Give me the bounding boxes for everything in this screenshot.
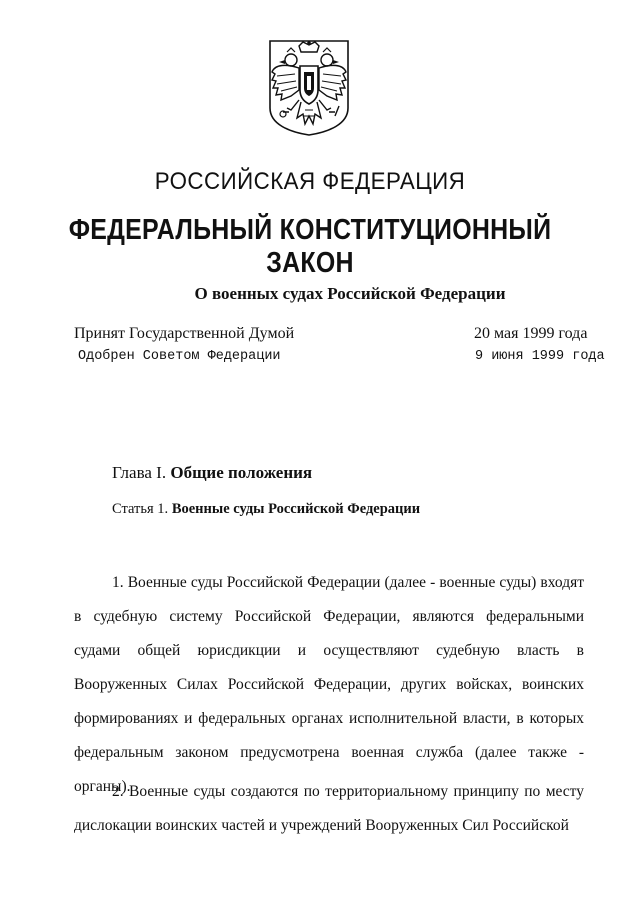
approved-date: 9 июня 1999 года [475,349,605,364]
article-title: Военные суды Российской Федерации [171,501,421,517]
chapter-title: Общие положения [170,463,313,482]
article-prefix: Статья 1. [112,501,169,517]
paragraph-1: 1. Военные суды Российской Федерации (далее - военные суды) входят в судебную систему Российской Федерации, являются федеральными судами общей юрисдикции и осуществляют судебную власть в Вооруженных Силах Российской Федерации, других войсках, воинских формированиях и федеральных органах исполнительной власти, в которых федеральным законом предусмотрена военная служба (далее также - органы). [74,574,584,795]
law-type-heading: ФЕДЕРАЛЬНЫЙ КОНСТИТУЦИОННЫЙ ЗАКОН [68,214,552,279]
country-name: РОССИЙСКАЯ ФЕДЕРАЦИЯ [154,168,466,195]
chapter-prefix: Глава I. [112,463,167,482]
chapter-heading [112,463,312,483]
article-heading [112,501,420,518]
law-title: О военных судах Российской Федерации [194,284,506,303]
approved-by-label: Одобрен Советом Федерации [78,349,281,364]
adopted-by-label: Принят Государственной Думой [74,325,295,342]
double-headed-eagle-emblem-icon [269,40,349,136]
paragraph-2: 2. Военные суды создаются по территориальному принципу по месту дислокации воинских частей и учреждений Вооруженных Сил Российской [74,783,584,834]
adopted-date: 20 мая 1999 года [474,325,588,342]
